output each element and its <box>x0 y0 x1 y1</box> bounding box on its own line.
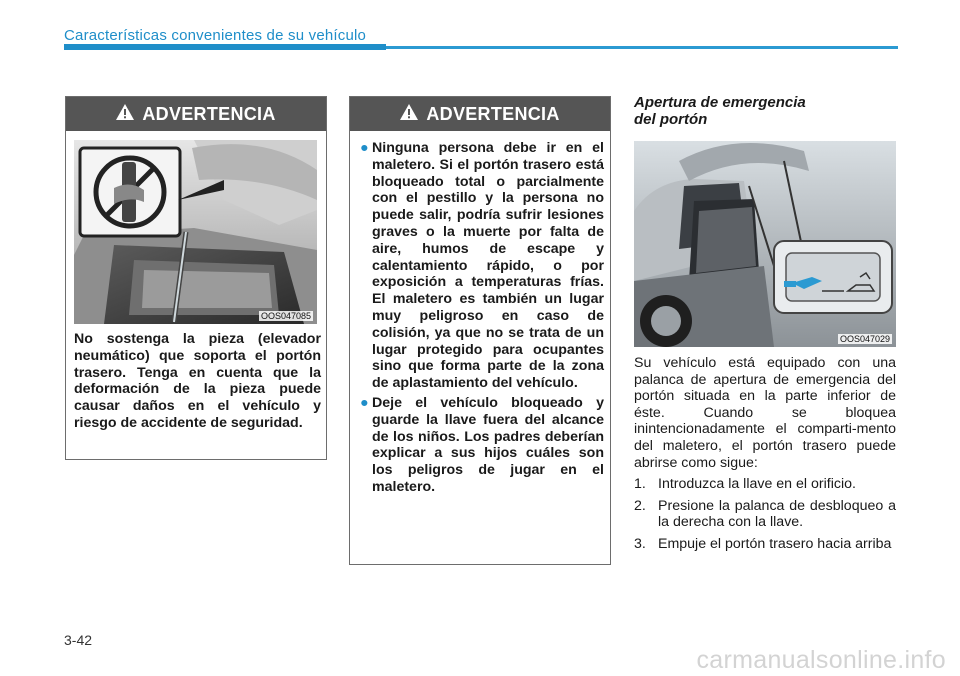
warning-bullet-text: Deje el vehículo bloqueado y guarde la llave fuera del alcance de los niños. Los padres deberían explicar a sus hijos cuáles son los peligros de jugar en el maletero. <box>372 394 604 495</box>
warning-bullet-list <box>360 140 604 499</box>
header-accent-bar <box>64 44 386 50</box>
bullet-dot-icon: ● <box>360 140 369 156</box>
step-text: Empuje el portón trasero hacia arriba <box>658 535 892 552</box>
step-number: 2. <box>634 497 646 514</box>
image-code: OOS047085 <box>260 311 311 321</box>
step-number: 1. <box>634 476 646 492</box>
section-intro-text: Su vehículo está equipado con una palanca de apertura de emergencia del portón situada en la parte inferior de éste. Cuando se bloquea inintencionadamente el comparti-mento del maletero, el portón trasero puede abrirse como sigue: <box>634 355 896 471</box>
image-code: OOS047029 <box>839 334 890 344</box>
warning-heading <box>350 97 610 131</box>
warning-box-trunk-occupants <box>349 96 611 565</box>
step-item <box>634 476 896 493</box>
emergency-release-photo <box>634 141 896 347</box>
warning-box-gas-lifter <box>65 96 327 460</box>
warning-bullet-text: Ninguna persona debe ir en el maletero. Si el portón trasero está bloqueado total o parcialmente con el pestillo y la persona no puede salir, podría sufrir lesiones graves o la muerte por falta de aire, humos de escape y calentamiento rápido, o por exposición a temperaturas frías. El maletero es también un lugar muy peligroso en caso de colisión, ya que no se trata de un lugar protegido para ocupantes sino que forma parte de la zona de aplastamiento del vehículo. <box>372 140 604 392</box>
warning-heading <box>66 97 326 131</box>
warning-triangle-icon <box>400 104 418 125</box>
page-number: 3-42 <box>64 632 93 648</box>
watermark: carmanualsonline.info <box>696 646 946 674</box>
step-item <box>634 536 896 553</box>
bullet-dot-icon: ● <box>360 394 369 411</box>
section-title-line: del portón <box>634 111 708 128</box>
step-text: Introduzca la llave en el orificio. <box>658 476 856 492</box>
warning-heading-text: ADVERTENCIA <box>142 103 276 124</box>
section-title <box>634 94 806 128</box>
steps-list <box>634 476 896 557</box>
step-number: 3. <box>634 535 646 552</box>
section-title-line: Apertura de emergencia <box>634 94 806 111</box>
warning-bullet <box>360 395 604 496</box>
warning-bullet <box>360 140 604 392</box>
warning-heading-text: ADVERTENCIA <box>426 103 560 124</box>
step-text: Presione la palanca de desbloqueo a la derecha con la llave. <box>658 497 896 531</box>
warning-triangle-icon <box>116 104 134 125</box>
warning-text: No sostenga la pieza (elevador neumático) que soporta el portón trasero. Tenga en cuenta que la deformación de la pieza puede causar daños en el vehículo y riesgo de accidente de seguridad. <box>74 331 321 431</box>
section-header-title: Características convenientes de su vehículo <box>64 27 367 44</box>
tailgate-gas-lifter-photo <box>74 140 317 324</box>
step-item <box>634 498 896 531</box>
